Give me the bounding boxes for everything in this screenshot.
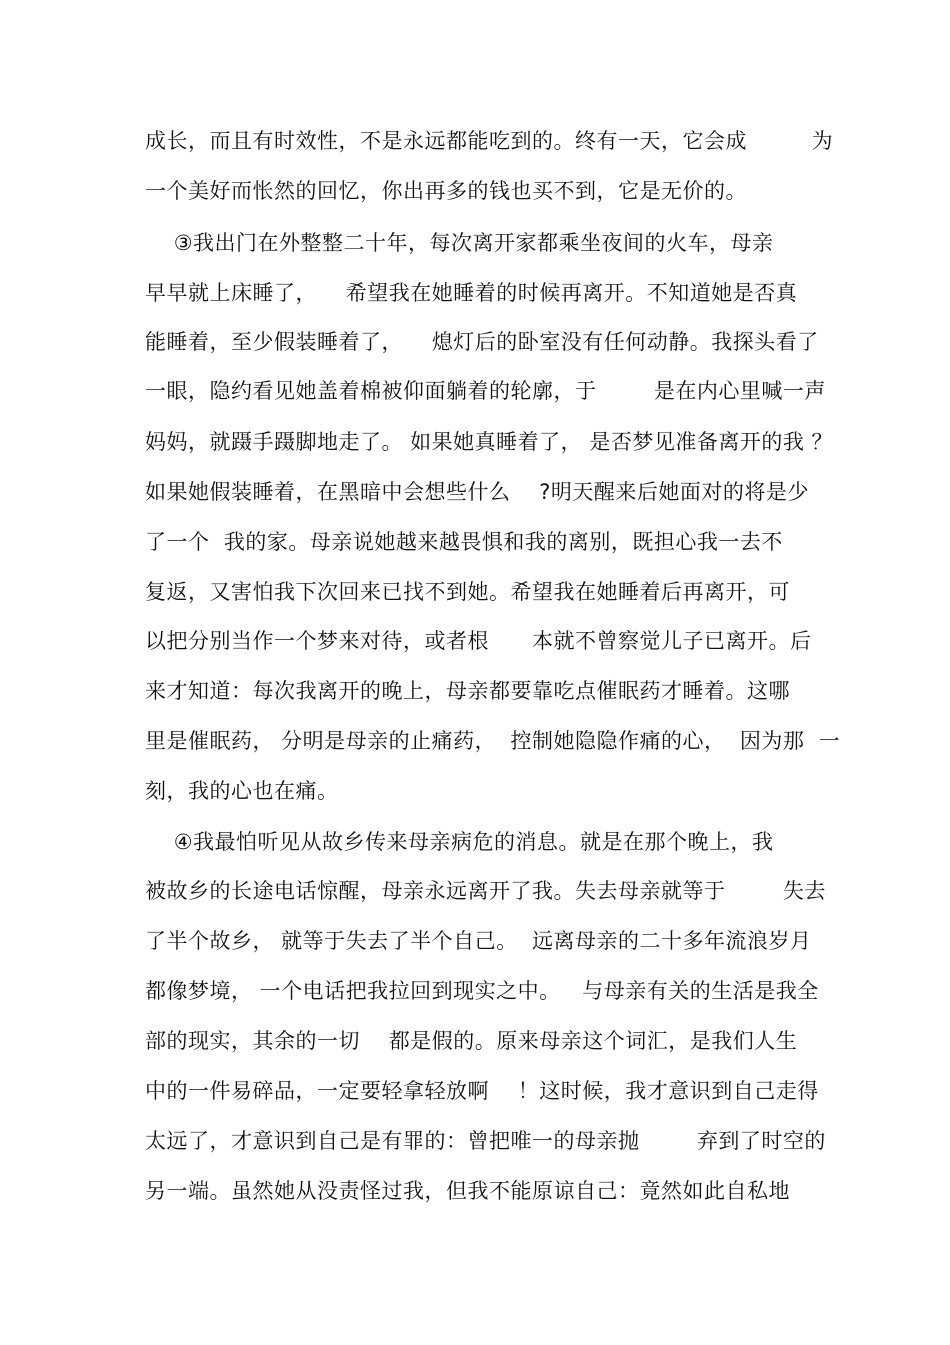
text-line: 太远了，才意识到自己是有罪的：曾把唯一的母亲抛 弃到了时空的 (145, 1129, 826, 1153)
text-line: 妈妈，就蹑手蹑脚地走了。 如果她真睡着了， 是否梦见准备离开的我 ？ (145, 430, 834, 454)
text-line: 被故乡的长途电话惊醒，母亲永远离开了我。失去母亲就等于 失去 (145, 879, 826, 903)
text-line: 一眼，隐约看见她盖着棉被仰面躺着的轮廓，于 是在内心里喊一声 (145, 379, 826, 403)
text-line: 里是催眠药， 分明是母亲的止痛药， 控制她隐隐作痛的心， 因为那 一 (145, 729, 841, 753)
text-line: 早早就上床睡了， 希望我在她睡着的时候再离开。不知道她是否真 (145, 281, 798, 305)
text-line: 部的现实，其余的一切 都是假的。原来母亲这个词汇，是我们人生 (145, 1029, 798, 1053)
text-line: 复返，又害怕我下次回来已找不到她。希望我在她睡着后再离开，可 (145, 580, 790, 604)
text-line: 来才知道：每次我离开的晚上，母亲都要靠吃点催眠药才睡着。这哪 (145, 679, 790, 703)
text-line: 了一个 我的家。母亲说她越来越畏惧和我的离别，既担心我一去不 (145, 530, 783, 554)
text-line: 了半个故乡， 就等于失去了半个自己。 远离母亲的二十多年流浪岁月 (145, 929, 812, 953)
text-line: 一个美好而怅然的回忆，你出再多的钱也买不到，它是无价的。 (145, 179, 747, 203)
text-line: 成长，而且有时效性，不是永远都能吃到的。终有一天，它会成 为 (145, 129, 834, 153)
text-line: 如果她假装睡着，在黑暗中会想些什么 ?明天醒来后她面对的将是少 (145, 480, 809, 504)
text-line: 以把分别当作一个梦来对待，或者根 本就不曾察觉儿子已离开。后 (145, 629, 812, 653)
text-line: 能睡着，至少假装睡着了， 熄灯后的卧室没有任何动静。我探头看了 (145, 330, 819, 354)
text-line: 刻，我的心也在痛。 (145, 779, 339, 803)
text-line: 都像梦境， 一个电话把我拉回到现实之中。 与母亲有关的生活是我全 (145, 979, 819, 1003)
text-line: 中的一件易碎品，一定要轻拿轻放啊 ！这时候，我才意识到自己走得 (145, 1079, 819, 1103)
text-line: ③我出门在外整整二十年，每次离开家都乘坐夜间的火车，母亲 (145, 231, 774, 255)
text-line: 另一端。虽然她从没责怪过我，但我不能原谅自己：竟然如此自私地 (145, 1179, 790, 1203)
text-line: ④我最怕听见从故乡传来母亲病危的消息。就是在那个晚上，我 (145, 830, 774, 854)
